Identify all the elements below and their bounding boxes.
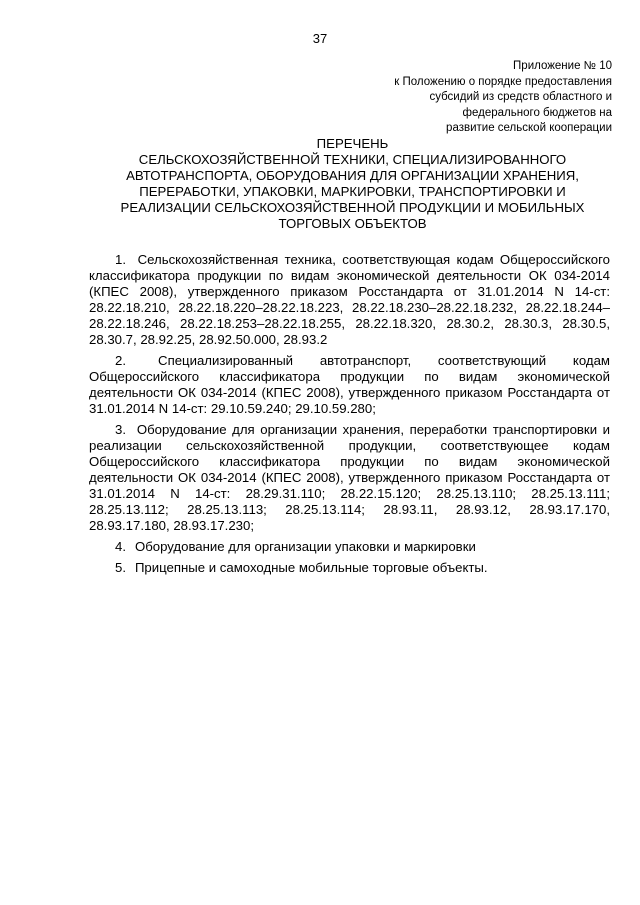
list-item-number: 3.	[115, 422, 126, 437]
title-line: СЕЛЬСКОХОЗЯЙСТВЕННОЙ ТЕХНИКИ, СПЕЦИАЛИЗИРОВАННОГО	[138, 152, 567, 167]
list-item-text: Оборудование для организации хранения, переработки транспортировки и реализации сельскохозяйственной продукции, соответствующее кодам Общероссийского классификатора продукции по видам экономической деятельности ОК 034-2014 (КПЕС 2008), утвержденного приказом Росстандарта от 31.01.2014 N 14-ст: 28.29.31.110; 28.22.15.120; 28.25.13.110; 28.25.13.111; 28.25.13.112; 28.25.13.113; 28.25.13.114; 28.93.11, 28.93.12, 28.93.17.170, 28.93.17.180, 28.93.17.230;	[89, 422, 611, 533]
list-item-text: Оборудование для организации упаковки и маркировки	[134, 539, 476, 554]
list-item	[89, 353, 610, 417]
list-item-number: 5.	[115, 560, 126, 575]
appendix-header	[352, 59, 612, 137]
title-line: АВТОТРАНСПОРТА, ОБОРУДОВАНИЯ ДЛЯ ОРГАНИЗАЦИИ ХРАНЕНИЯ,	[126, 168, 579, 183]
list-item	[89, 422, 610, 534]
title-line: ПЕРЕЧЕНЬ	[316, 136, 389, 151]
appendix-line: субсидий из средств областного и	[429, 91, 612, 104]
list-item	[89, 560, 610, 576]
list-item-number: 4.	[115, 539, 126, 554]
list-item-text: Специализированный автотранспорт, соответствующий кодам Общероссийского классификатора продукции по видам экономической деятельности ОК 034-2014 (КПЕС 2008), утвержденного приказом Росстандарта от 31.01.2014 N 14-ст: 29.10.59.240; 29.10.59.280;	[89, 353, 610, 416]
page-number: 37	[312, 31, 328, 46]
title-line: РЕАЛИЗАЦИИ СЕЛЬСКОХОЗЯЙСТВЕННОЙ ПРОДУКЦИИ И МОБИЛЬНЫХ	[120, 200, 585, 215]
list-item-text: Сельскохозяйственная техника, соответствующая кодам Общероссийского классификатора продукции по видам экономической деятельности ОК 034-2014 (КПЕС 2008), утвержденного приказом Росстандарта от 31.01.2014 N 14-ст: 28.22.18.210, 28.22.18.220–28.22.18.223, 28.22.18.230–28.22.18.232, 28.22.18.244–28.22.18.246, 28.22.18.253–28.22.18.255, 28.22.18.320, 28.30.2, 28.30.3, 28.30.5, 28.30.7, 28.92.25, 28.92.50.000, 28.93.2	[89, 252, 610, 347]
appendix-line: к Положению о порядке предоставления	[394, 75, 612, 88]
document-body	[89, 252, 610, 581]
appendix-line: Приложение № 10	[513, 60, 612, 72]
list-item	[89, 539, 610, 555]
list-item-number: 2.	[115, 353, 126, 368]
appendix-line: развитие сельской кооперации	[446, 122, 612, 135]
list-item-text: Прицепные и самоходные мобильные торговые объекты.	[134, 560, 488, 575]
appendix-line: федерального бюджетов на	[462, 106, 612, 119]
list-item-number: 1.	[115, 252, 126, 267]
title-line: ТОРГОВЫХ ОБЪЕКТОВ	[278, 216, 427, 231]
title-line: ПЕРЕРАБОТКИ, УПАКОВКИ, МАРКИРОВКИ, ТРАНСПОРТИРОВКИ И	[139, 184, 566, 199]
document-title	[80, 136, 625, 232]
list-item	[89, 252, 610, 348]
